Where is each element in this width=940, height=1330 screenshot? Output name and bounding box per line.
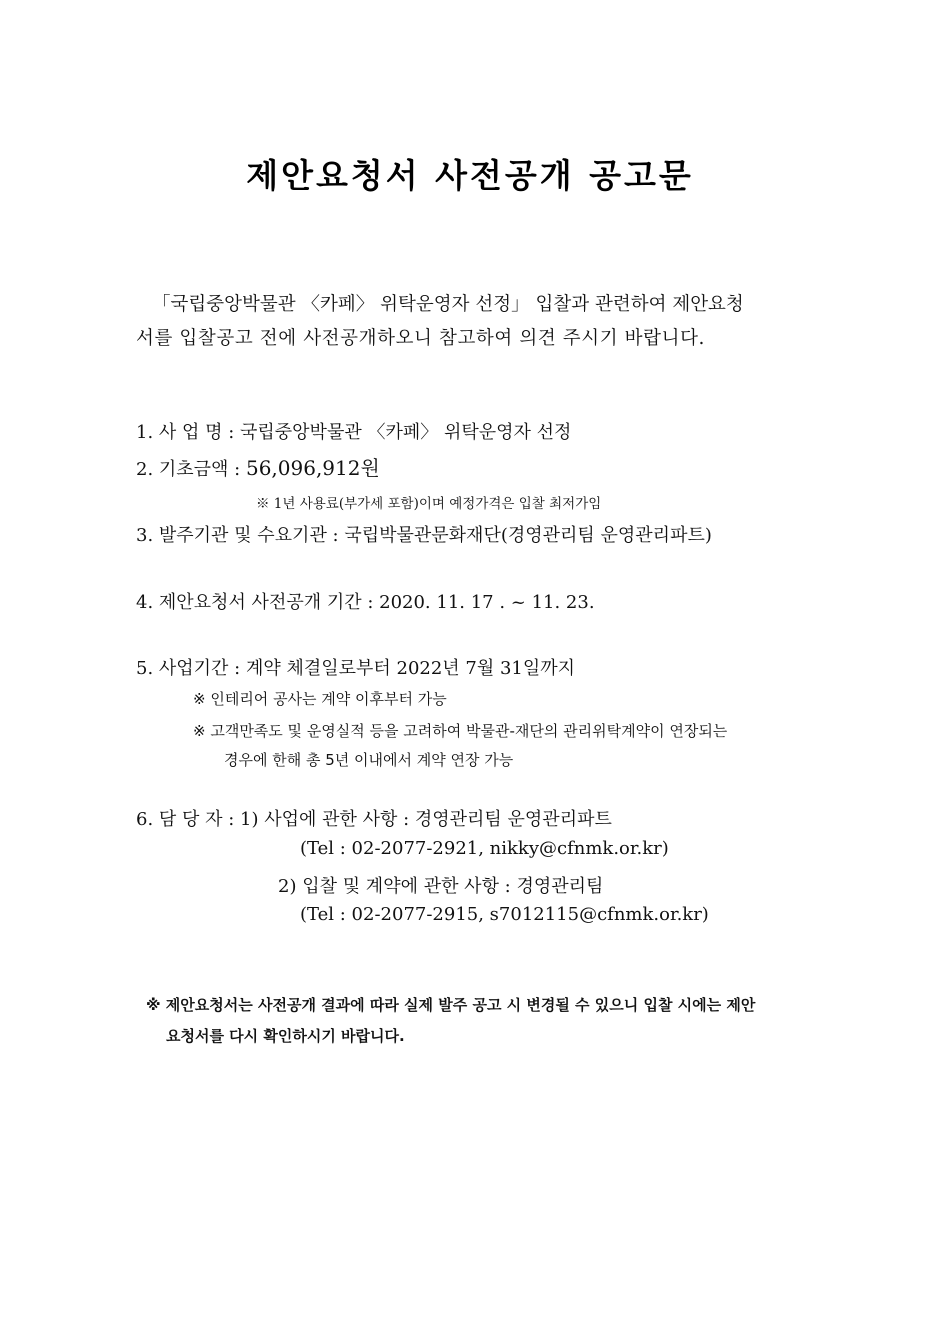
warning-note: [146, 990, 816, 1052]
item-disclosure-period: 4. 제안요청서 사전공개 기간 : 2020. 11. 17 . ~ 11. 23.: [136, 592, 595, 613]
base-amount-value: 56,096,912원: [245, 456, 380, 480]
contact-2-details: (Tel : 02-2077-2915, s7012115@cfnmk.or.kr): [300, 904, 709, 925]
item-ordering-agency: 3. 발주기관 및 수요기관 : 국립박물관문화재단(경영관리팀 운영관리파트): [136, 525, 712, 546]
item-project-name: 1. 사 업 명 : 국립중앙박물관 〈카페〉 위탁운영자 선정: [136, 422, 572, 443]
warning-line-1: ※ 제안요청서는 사전공개 결과에 따라 실제 발주 공고 시 변경될 수 있으니 입찰 시에는 제안: [146, 996, 756, 1014]
contact-2-heading: 2) 입찰 및 계약에 관한 사항 : 경영관리팀: [278, 876, 604, 897]
project-period-note-1: ※ 인테리어 공사는 계약 이후부터 가능: [193, 690, 447, 708]
intro-paragraph: [136, 288, 816, 356]
intro-line-1: 「국립중앙박물관 〈카페〉 위탁운영자 선정」 입찰과 관련하여 제안요청: [152, 294, 744, 315]
intro-line-2: 서를 입찰공고 전에 사전공개하오니 참고하여 의견 주시기 바랍니다.: [136, 328, 706, 349]
base-amount-note: ※ 1년 사용료(부가세 포함)이며 예정가격은 입찰 최저가임: [256, 496, 602, 512]
item-contact-person: 6. 담 당 자 : 1) 사업에 관한 사항 : 경영관리팀 운영관리파트: [136, 809, 612, 830]
contact-1-details: (Tel : 02-2077-2921, nikky@cfnmk.or.kr): [300, 838, 669, 859]
page-title: 제안요청서 사전공개 공고문: [246, 156, 694, 195]
item-base-amount: [136, 452, 380, 481]
item-project-period: 5. 사업기간 : 계약 체결일로부터 2022년 7월 31일까지: [136, 658, 576, 679]
warning-line-2: 요청서를 다시 확인하시기 바랍니다.: [166, 1027, 405, 1045]
base-amount-label: 2. 기초금액 :: [136, 459, 246, 480]
project-period-note-2-line-2: 경우에 한해 총 5년 이내에서 계약 연장 가능: [224, 751, 514, 769]
project-period-note-2-line-1: ※ 고객만족도 및 운영실적 등을 고려하여 박물관-재단의 관리위탁계약이 연장되는: [193, 722, 728, 740]
